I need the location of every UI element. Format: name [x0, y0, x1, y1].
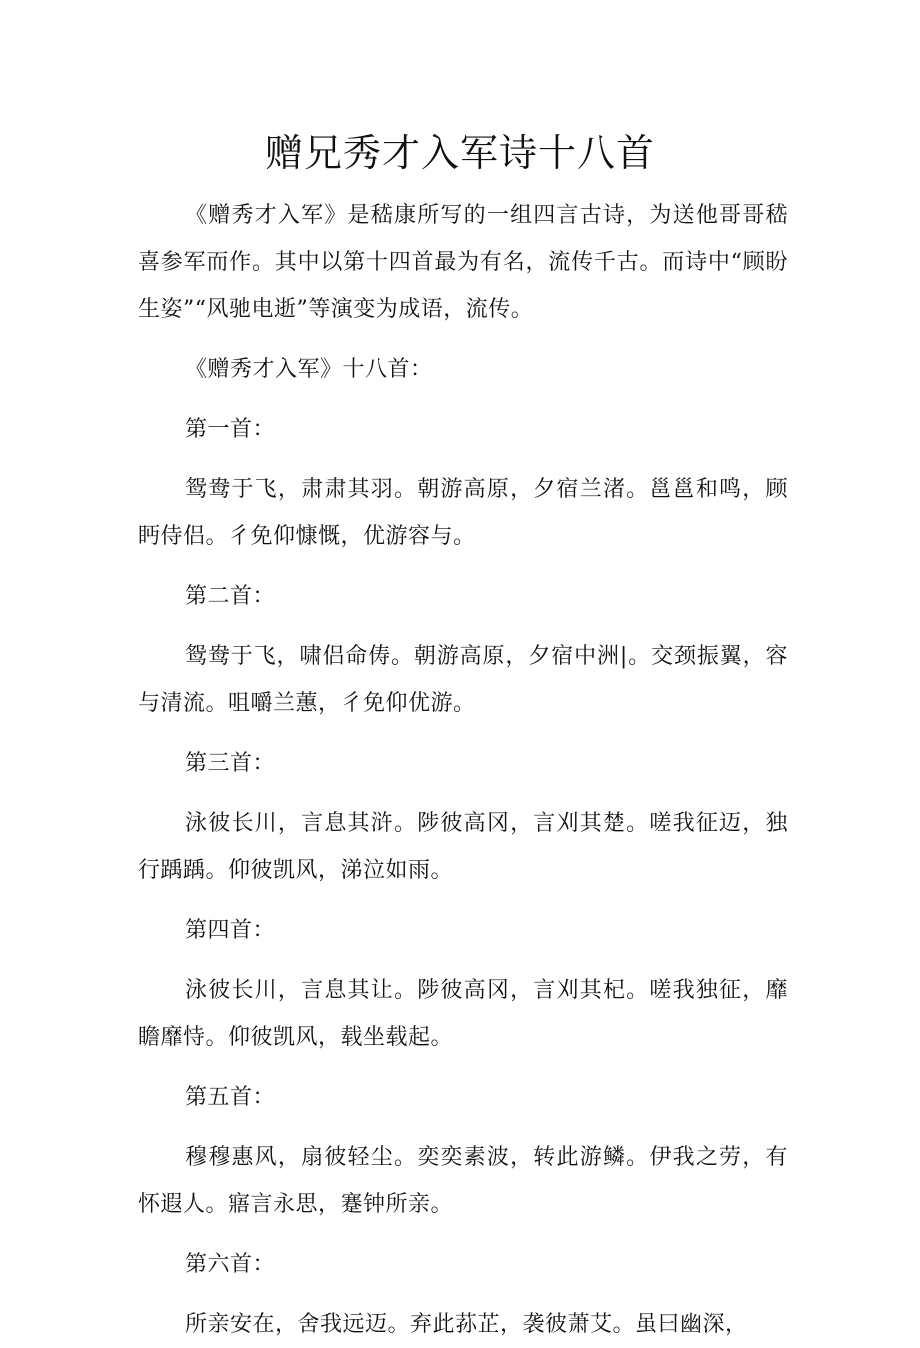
poem-heading: 第二首： — [185, 584, 276, 609]
poem-text: 鸳鸯于飞，啸侣命俦。朝游高原，夕宿中洲|。交颈振翼，容与清流。咀嚼兰蕙，彳免仰优游。 — [138, 644, 788, 716]
poem-text: 穆穆惠风，扇彼轻尘。奕奕素波，转此游鳞。伊我之劳，有怀遐人。寤言永思，蹇钟所亲。 — [138, 1145, 788, 1217]
poem-text: 泳彼长川，言息其让。陟彼高冈，言刈其杞。嗟我独征，靡瞻靡恃。仰彼凯风，载坐载起。 — [138, 978, 788, 1050]
poem-heading: 第一首： — [185, 417, 276, 442]
document-title: 赠兄秀才入军诗十八首 — [264, 131, 655, 175]
document-body — [138, 192, 788, 1348]
poem-heading: 第六首： — [185, 1252, 276, 1277]
poem-heading: 第四首： — [185, 918, 276, 943]
intro-paragraph: 《赠秀才入军》是嵇康所写的一组四言古诗，为送他哥哥嵇喜参军而作。其中以第十四首最为有名，流传千古。而诗中“顾盼生姿”“风驰电逝”等演变为成语，流传。 — [138, 203, 788, 322]
poem-heading: 第五首： — [185, 1085, 276, 1110]
collection-heading: 《赠秀才入军》十八首： — [185, 357, 433, 382]
poem-text: 所亲安在，舍我远迈。弃此荪芷，袭彼萧艾。虽曰幽深， — [185, 1312, 748, 1337]
poem-text: 鸳鸯于飞，肃肃其羽。朝游高原，夕宿兰渚。邕邕和鸣，顾眄侍侣。彳免仰慷慨，优游容与。 — [138, 477, 788, 549]
poem-text: 泳彼长川，言息其浒。陟彼高冈，言刈其楚。嗟我征迈，独行踽踽。仰彼凯风，涕泣如雨。 — [138, 811, 788, 883]
poem-heading: 第三首： — [185, 751, 276, 776]
